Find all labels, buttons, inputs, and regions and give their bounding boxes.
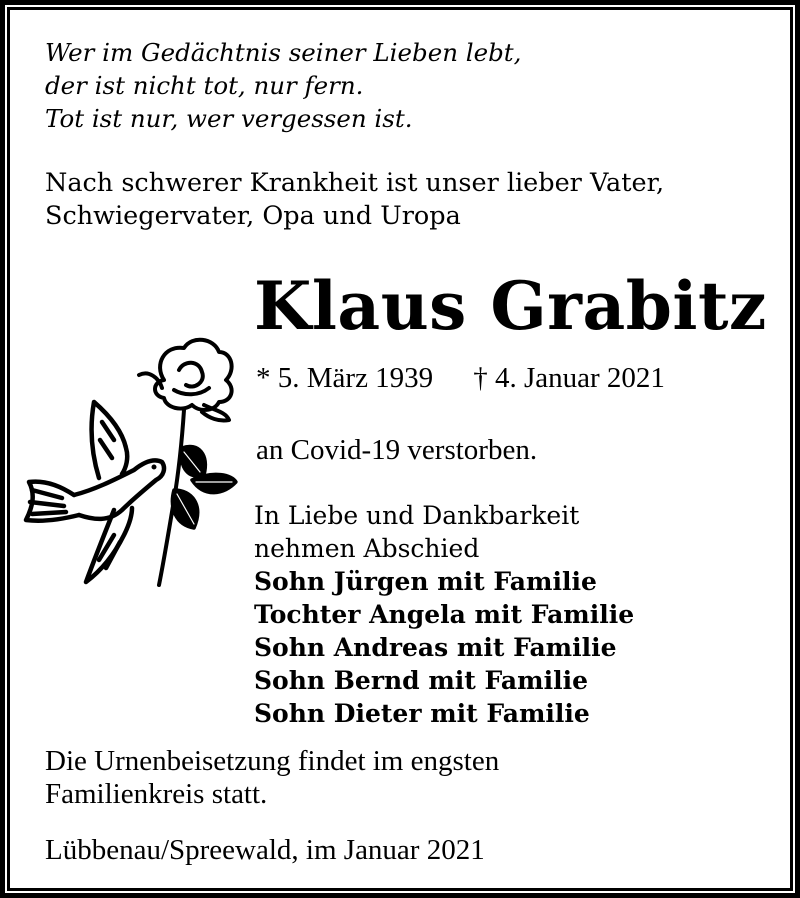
intro-line: Nach schwerer Krankheit ist unser lieber Vater, [45,168,665,198]
mourner-name: Sohn Jürgen mit Familie [254,567,597,596]
verse-line: Wer im Gedächtnis seiner Lieben lebt, [45,38,522,67]
intro-line: Schwiegervater, Opa und Uropa [45,201,461,231]
mourner-name: Tochter Angela mit Familie [254,600,635,629]
mourners-intro-line: nehmen Abschied [254,534,480,563]
verse-line: Tot ist nur, wer vergessen ist. [45,104,413,133]
mourners-block [254,499,634,730]
memorial-verse [45,36,521,135]
burial-notice [45,745,499,811]
mourners-intro-line: In Liebe und Dankbarkeit [254,501,580,530]
mourner-name: Sohn Andreas mit Familie [254,633,617,662]
place-and-date: Lübbenau/Spreewald, im Januar 2021 [45,834,485,866]
deceased-name: Klaus Grabitz [254,267,767,345]
birth-date: * 5. März 1939 [256,362,434,394]
death-date: † 4. Januar 2021 [473,362,665,394]
mourner-name: Sohn Dieter mit Familie [254,699,590,728]
mourner-name: Sohn Bernd mit Familie [254,666,588,695]
dove-with-rose-icon [14,330,244,605]
life-dates [256,362,665,395]
announcement-intro [45,167,664,233]
verse-line: der ist nicht tot, nur fern. [45,71,364,100]
burial-line: Die Urnenbeisetzung findet im engsten [45,745,500,777]
burial-line: Familienkreis statt. [45,778,268,810]
cause-of-death: an Covid-19 verstorben. [256,434,538,466]
